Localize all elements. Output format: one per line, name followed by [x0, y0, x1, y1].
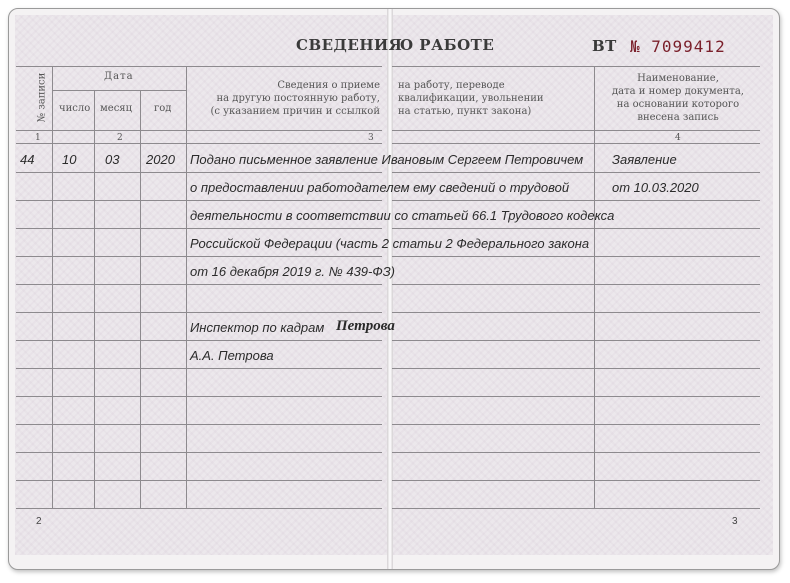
header-bottom-line — [16, 130, 382, 131]
title-right: О РАБОТЕ — [400, 36, 495, 54]
column-divider — [186, 66, 187, 508]
info-header-right-2: квалификации, увольнении — [398, 93, 544, 104]
book-spine — [387, 9, 393, 569]
date-header: Дата — [104, 71, 134, 82]
row-line — [392, 172, 760, 173]
row-line — [392, 228, 760, 229]
basis-header-4: внесена запись — [637, 112, 719, 123]
column-number-3: 3 — [368, 133, 374, 143]
column-divider — [140, 90, 141, 508]
basis-header-2: дата и номер документа, — [612, 86, 744, 97]
row-line — [16, 312, 382, 313]
header-top-line — [392, 66, 760, 67]
row-line — [16, 396, 382, 397]
date-subheader-line — [52, 90, 186, 91]
header-bottom-line — [392, 130, 760, 131]
info-header-left-3: (с указанием причин и ссылкой — [210, 106, 380, 117]
column-divider — [94, 90, 95, 508]
row-line — [392, 368, 760, 369]
row-line — [16, 256, 382, 257]
row-line — [392, 396, 760, 397]
title-left: СВЕДЕНИЯ — [296, 36, 403, 54]
column-numbers-line — [16, 143, 382, 144]
header-top-line — [16, 66, 382, 67]
left-page-number: 2 — [36, 516, 42, 527]
entry-basis-line-2: от 10.03.2020 — [612, 180, 699, 195]
basis-header-3: на основании которого — [616, 99, 740, 110]
row-line — [392, 256, 760, 257]
record-number-header: № записи — [36, 72, 48, 123]
month-header: месяц — [100, 103, 133, 114]
entry-month: 03 — [105, 152, 120, 167]
info-header-left-1: Сведения о приеме — [277, 80, 380, 91]
column-numbers-line — [392, 143, 760, 144]
row-line — [392, 312, 760, 313]
inspector-name: А.А. Петрова — [190, 348, 274, 363]
right-page-number: 3 — [732, 516, 738, 527]
entry-text-line-1: Подано письменное заявление Ивановым Сергеем Петровичем — [190, 152, 584, 167]
row-line — [392, 424, 760, 425]
entry-text-line-4: Российской Федерации (часть 2 статьи 2 Федерального закона — [190, 236, 590, 251]
inspector-title: Инспектор по кадрам — [190, 320, 325, 335]
row-line — [16, 228, 382, 229]
column-number-2: 2 — [117, 133, 123, 143]
column-divider — [594, 66, 595, 508]
serial-number: № 7099412 — [630, 37, 726, 56]
entry-record-number: 44 — [20, 152, 35, 167]
entry-text-line-3: деятельности в соответствии со статьей 66.1 Трудового кодекса — [190, 208, 615, 223]
entry-day: 10 — [62, 152, 77, 167]
row-line — [16, 284, 382, 285]
info-header-right-1: на работу, переводе — [398, 80, 505, 91]
day-header: число — [59, 103, 91, 114]
entry-text-line-2: о предоставлении работодателем ему сведений о трудовой — [190, 180, 570, 195]
row-line — [16, 340, 382, 341]
column-number-1: 1 — [35, 133, 41, 143]
entry-year: 2020 — [146, 152, 175, 167]
row-line — [16, 424, 382, 425]
column-number-4: 4 — [675, 133, 681, 143]
info-header-right-3: на статью, пункт закона) — [398, 106, 532, 117]
year-header: год — [154, 103, 172, 114]
row-line — [392, 480, 760, 481]
row-line — [16, 508, 382, 509]
signature: Петрова — [336, 318, 395, 334]
row-line — [16, 368, 382, 369]
row-line — [392, 284, 760, 285]
row-line — [392, 340, 760, 341]
row-line — [392, 508, 760, 509]
row-line — [392, 452, 760, 453]
entry-basis-line-1: Заявление — [612, 152, 677, 167]
row-line — [16, 452, 382, 453]
row-line — [16, 172, 382, 173]
row-line — [392, 200, 760, 201]
entry-text-line-5: от 16 декабря 2019 г. № 439-ФЗ) — [190, 264, 395, 279]
row-line — [16, 200, 382, 201]
column-divider — [52, 66, 53, 508]
row-line — [16, 480, 382, 481]
series-label: ВТ — [592, 37, 617, 55]
basis-header-1: Наименование, — [637, 73, 719, 84]
info-header-left-2: на другую постоянную работу, — [216, 93, 380, 104]
